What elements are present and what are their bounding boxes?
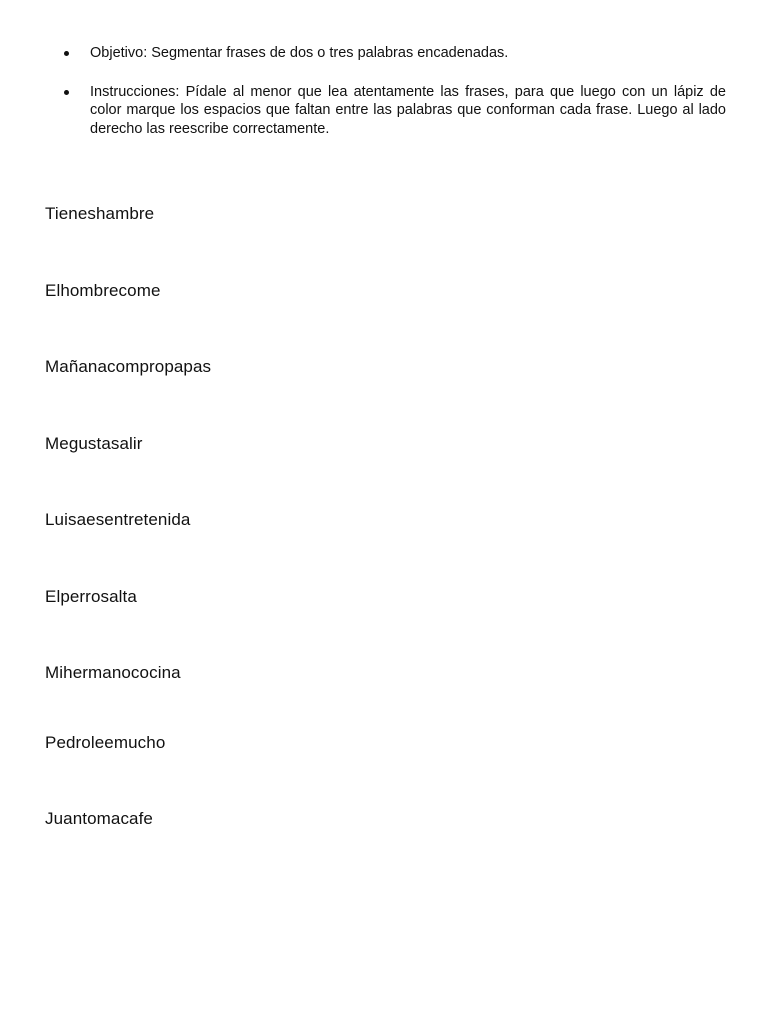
phrase-item: Tieneshambre: [45, 204, 155, 223]
phrase-item: Mañanacompropapas: [45, 357, 212, 376]
objective-item: [64, 44, 726, 63]
phrase-item: Mihermanococina: [45, 663, 181, 682]
instructions-item: [64, 83, 726, 139]
bullet-icon: [64, 51, 69, 56]
phrase-item: Juantomacafe: [45, 809, 153, 828]
phrase-item: Elhombrecome: [45, 281, 161, 300]
instructions-text: Instrucciones: Pídale al menor que lea atentamente las frases, para que luego con un lápiz de color marque los espacios que faltan entre las palabras que conforman cada frase. Luego al lado derecho las reescribe correctamente.: [90, 83, 726, 137]
phrase-item: Megustasalir: [45, 434, 143, 453]
phrase-item: Pedroleemucho: [45, 733, 166, 752]
phrase-item: Luisaesentretenida: [45, 510, 191, 529]
bullet-icon: [64, 90, 69, 95]
objective-text: Objetivo: Segmentar frases de dos o tres palabras encadenadas.: [90, 45, 509, 61]
instruction-list: [64, 44, 726, 158]
phrase-item: Elperrosalta: [45, 587, 137, 606]
